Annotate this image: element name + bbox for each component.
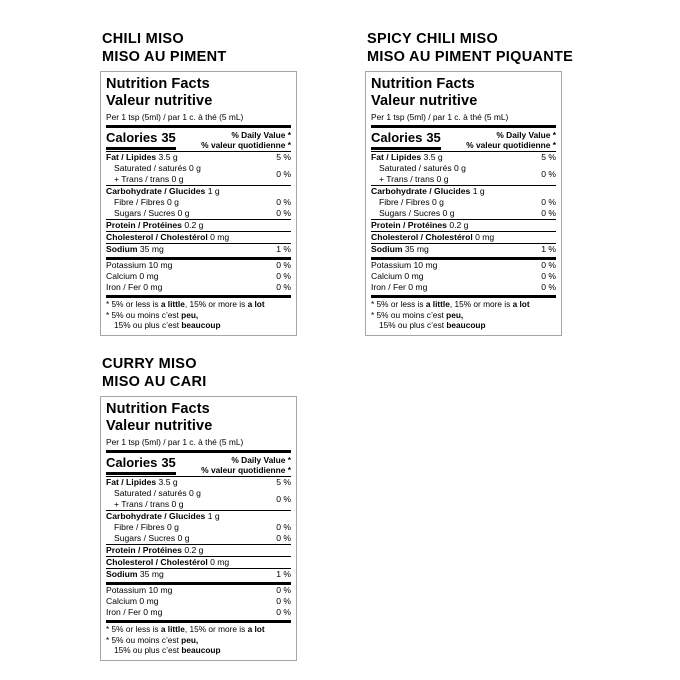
nutrient-name: Sugars / Sucres 0 g: [114, 533, 190, 543]
calories-value: 35: [161, 130, 176, 145]
nutrient-row-iron: [371, 282, 556, 293]
nutrient-name: Potassium 10 mg: [106, 585, 173, 595]
nutrient-daily-value: 0 %: [276, 596, 291, 606]
nutrient-row-calcium: [106, 271, 291, 282]
nutrient-daily-value: 0 %: [276, 282, 291, 292]
product-name: [102, 355, 300, 391]
nutrient-name: Sodium 35 mg: [106, 569, 164, 579]
footnote: [106, 295, 291, 331]
nutrient-row-sugars: [106, 533, 291, 544]
nutrient-row-sodium: [106, 568, 291, 580]
footnote-line: 15% ou plus c’est beaucoup: [114, 320, 221, 331]
product-name-en: CURRY MISO: [102, 356, 197, 372]
calories-label: Calories: [371, 130, 423, 145]
nutrient-row-iron: [106, 607, 291, 618]
nutrient-row-cholesterol: [371, 231, 556, 243]
nutrient-name: Calcium 0 mg: [371, 271, 424, 281]
calories-value: 35: [426, 130, 441, 145]
nutrient-row-sodium: [106, 243, 291, 255]
nutrient-row-saturated-trans: [371, 163, 556, 185]
daily-value-en: % Daily Value *: [496, 130, 556, 140]
nutrient-daily-value: 0 %: [276, 585, 291, 595]
footnote-line: * 5% ou moins c’est peu,: [106, 634, 199, 645]
product-name: [102, 30, 300, 66]
daily-value-header: [201, 455, 291, 475]
nutrient-name: Saturated / saturés 0 g + Trans / trans 0 g: [114, 488, 201, 509]
nutrient-name: Potassium 10 mg: [371, 260, 438, 270]
nutrient-name: Protein / Protéines 0.2 g: [371, 220, 469, 230]
divider-thick-top: [106, 450, 291, 454]
nutrient-row-cholesterol: [106, 556, 291, 568]
calories: [106, 130, 176, 150]
divider-thick-top: [371, 125, 556, 129]
nutrient-daily-value: 1 %: [276, 244, 291, 254]
product-name-fr: MISO AU CARI: [102, 374, 207, 390]
footnote-line: 15% ou plus c’est beaucoup: [114, 645, 221, 656]
nutrient-rows: [106, 151, 291, 293]
footnote-line: 15% ou plus c’est beaucoup: [379, 320, 486, 331]
nutrient-row-carbohydrate: [371, 185, 556, 197]
nutrient-name: Saturated / saturés 0 g + Trans / trans 0 g: [114, 163, 201, 184]
nutrient-daily-value: 0 %: [276, 522, 291, 532]
nutrient-row-fat: [106, 476, 291, 488]
nutrition-facts-panel: [365, 71, 562, 336]
nft-title-fr: Valeur nutritive: [106, 92, 213, 109]
calories: [371, 130, 441, 150]
serving-size: Per 1 tsp (5ml) / par 1 c. à thé (5 mL): [371, 112, 509, 122]
nutrient-name: Cholesterol / Cholestérol 0 mg: [106, 557, 230, 567]
nutrition-facts-panel: [100, 71, 297, 336]
nutrient-rows: [371, 151, 556, 293]
footnote-line: * 5% or less is a little, 15% or more is a lot: [371, 299, 530, 309]
nutrient-row-potassium: [371, 257, 556, 272]
daily-value-fr: % valeur quotidienne *: [201, 140, 291, 150]
nutrient-name: Carbohydrate / Glucides 1 g: [106, 186, 220, 196]
nutrient-name: Iron / Fer 0 mg: [106, 607, 163, 617]
divider-thick-top: [106, 125, 291, 129]
nutrient-daily-value: 0 %: [276, 168, 291, 179]
nutrient-name: Cholesterol / Cholestérol 0 mg: [371, 232, 495, 242]
nutrient-name: Iron / Fer 0 mg: [106, 282, 163, 292]
nutrient-row-protein: [371, 219, 556, 231]
footnote: [371, 295, 556, 331]
nutrient-row-fat: [371, 151, 556, 163]
daily-value-header: [466, 130, 556, 150]
daily-value-header: [201, 130, 291, 150]
calories-row: [371, 130, 556, 151]
daily-value-fr: % valeur quotidienne *: [201, 465, 291, 475]
calories-row: [106, 130, 291, 151]
nutrient-row-cholesterol: [106, 231, 291, 243]
calories-row: [106, 455, 291, 476]
nutrient-daily-value: 0 %: [541, 282, 556, 292]
nutrient-row-protein: [106, 219, 291, 231]
nutrient-daily-value: 0 %: [276, 208, 291, 218]
nutrient-name: Sugars / Sucres 0 g: [379, 208, 455, 218]
nutrient-daily-value: 0 %: [541, 260, 556, 270]
nutrient-row-calcium: [371, 271, 556, 282]
product-label-spicy-chili-miso: [365, 30, 574, 336]
footnote: [106, 620, 291, 656]
nutrient-daily-value: 5 %: [541, 152, 556, 162]
nft-title-en: Nutrition Facts: [106, 401, 210, 417]
nutrient-row-protein: [106, 544, 291, 556]
footnote-line: * 5% ou moins c’est peu,: [371, 309, 464, 320]
nutrient-name: Fat / Lipides 3.5 g: [106, 152, 178, 162]
product-name-fr: MISO AU PIMENT: [102, 49, 227, 65]
nutrient-name: Fibre / Fibres 0 g: [379, 197, 444, 207]
nutrient-daily-value: 0 %: [541, 271, 556, 281]
nutrient-daily-value: 0 %: [276, 271, 291, 281]
nutrient-name: Carbohydrate / Glucides 1 g: [371, 186, 485, 196]
calories: [106, 455, 176, 475]
nutrient-row-saturated-trans: [106, 163, 291, 185]
nutrient-daily-value: 1 %: [276, 569, 291, 579]
nutrient-daily-value: 5 %: [276, 152, 291, 162]
calories-label: Calories: [106, 455, 158, 470]
nutrient-row-carbohydrate: [106, 185, 291, 197]
product-name-en: SPICY CHILI MISO: [367, 31, 499, 47]
nutrient-daily-value: 0 %: [276, 260, 291, 270]
serving-size: Per 1 tsp (5ml) / par 1 c. à thé (5 mL): [106, 112, 244, 122]
daily-value-en: % Daily Value *: [231, 130, 291, 140]
nutrient-daily-value: 0 %: [276, 607, 291, 617]
nft-title-en: Nutrition Facts: [371, 76, 475, 92]
nutrient-name: Calcium 0 mg: [106, 596, 159, 606]
nutrient-name: Calcium 0 mg: [106, 271, 159, 281]
footnote-line: * 5% or less is a little, 15% or more is a lot: [106, 299, 265, 309]
nutrient-name: Fat / Lipides 3.5 g: [106, 477, 178, 487]
daily-value-en: % Daily Value *: [231, 455, 291, 465]
nutrient-daily-value: 0 %: [276, 533, 291, 543]
product-name-fr: MISO AU PIMENT PIQUANTE: [367, 49, 574, 65]
product-label-chili-miso: [100, 30, 300, 336]
nutrient-daily-value: 0 %: [541, 197, 556, 207]
nutrient-name: Potassium 10 mg: [106, 260, 173, 270]
nutrient-rows: [106, 476, 291, 618]
serving-size: Per 1 tsp (5ml) / par 1 c. à thé (5 mL): [106, 437, 244, 447]
nutrition-facts-panel: [100, 396, 297, 661]
nutrient-row-calcium: [106, 596, 291, 607]
nutrient-name: Carbohydrate / Glucides 1 g: [106, 511, 220, 521]
nutrient-row-fibre: [106, 522, 291, 533]
nft-title-fr: Valeur nutritive: [371, 92, 478, 109]
nutrient-row-fibre: [106, 197, 291, 208]
nutrient-name: Sodium 35 mg: [371, 244, 429, 254]
nutrient-row-fat: [106, 151, 291, 163]
nutrient-name: Fibre / Fibres 0 g: [114, 197, 179, 207]
nutrient-row-iron: [106, 282, 291, 293]
nutrient-row-potassium: [106, 582, 291, 597]
nutrient-row-fibre: [371, 197, 556, 208]
footnote-line: * 5% or less is a little, 15% or more is a lot: [106, 624, 265, 634]
product-name-en: CHILI MISO: [102, 31, 184, 47]
calories-label: Calories: [106, 130, 158, 145]
nutrient-row-sugars: [371, 208, 556, 219]
nutrient-daily-value: 0 %: [541, 208, 556, 218]
nutrient-name: Saturated / saturés 0 g + Trans / trans 0 g: [379, 163, 466, 184]
footnote-line: * 5% ou moins c’est peu,: [106, 309, 199, 320]
product-name: [367, 30, 574, 66]
nutrient-daily-value: 1 %: [541, 244, 556, 254]
nutrient-row-sugars: [106, 208, 291, 219]
nutrient-name: Iron / Fer 0 mg: [371, 282, 428, 292]
nutrient-name: Fat / Lipides 3.5 g: [371, 152, 443, 162]
nutrient-name: Fibre / Fibres 0 g: [114, 522, 179, 532]
nft-title-en: Nutrition Facts: [106, 76, 210, 92]
nutrient-name: Protein / Protéines 0.2 g: [106, 220, 204, 230]
product-label-curry-miso: [100, 355, 300, 661]
nutrient-daily-value: 0 %: [276, 197, 291, 207]
nutrient-name: Sodium 35 mg: [106, 244, 164, 254]
nutrient-daily-value: 0 %: [276, 493, 291, 504]
nutrient-name: Sugars / Sucres 0 g: [114, 208, 190, 218]
nutrient-row-carbohydrate: [106, 510, 291, 522]
nutrient-name: Protein / Protéines 0.2 g: [106, 545, 204, 555]
nutrient-row-potassium: [106, 257, 291, 272]
nutrient-row-sodium: [371, 243, 556, 255]
daily-value-fr: % valeur quotidienne *: [466, 140, 556, 150]
nutrient-daily-value: 0 %: [541, 168, 556, 179]
nft-title-fr: Valeur nutritive: [106, 417, 213, 434]
nutrient-row-saturated-trans: [106, 488, 291, 510]
calories-value: 35: [161, 455, 176, 470]
nutrient-daily-value: 5 %: [276, 477, 291, 487]
nutrient-name: Cholesterol / Cholestérol 0 mg: [106, 232, 230, 242]
